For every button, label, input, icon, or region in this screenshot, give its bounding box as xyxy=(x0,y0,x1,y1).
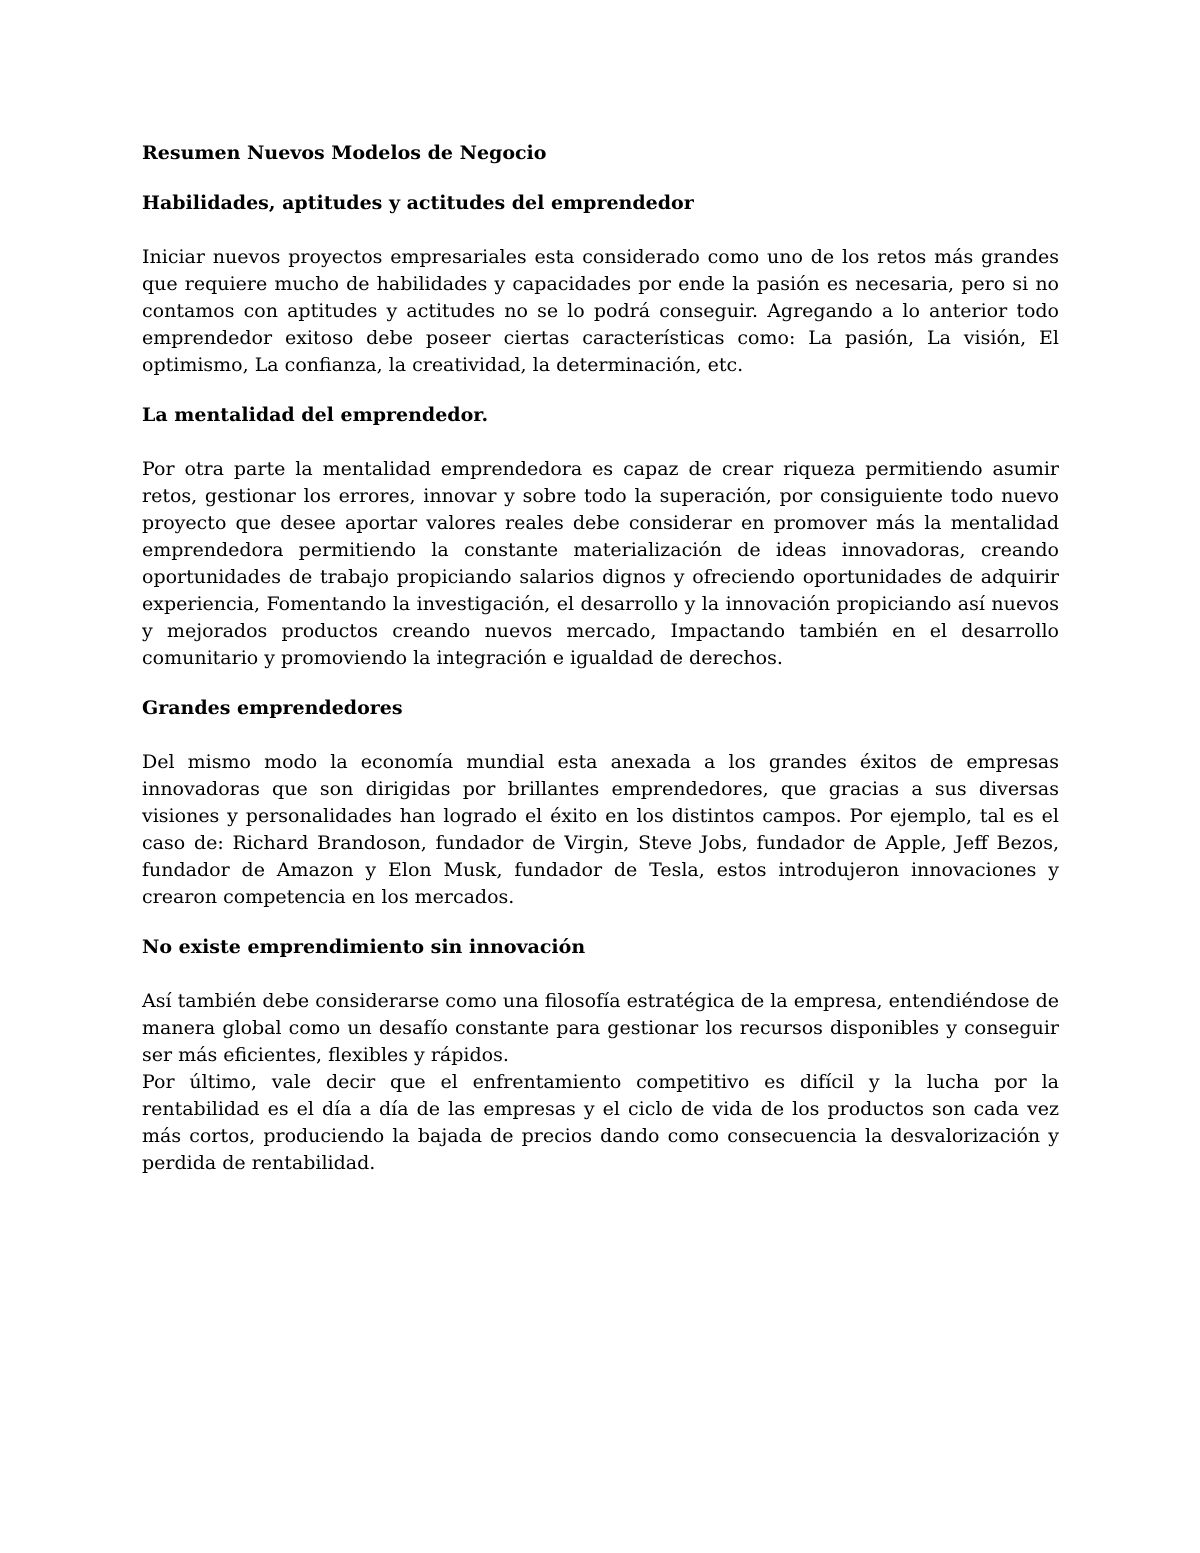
section-paragraph: Por otra parte la mentalidad emprendedora es capaz de crear riqueza permitiendo asumir retos, gestionar los errores, innovar y sobre todo la superación, por consiguiente todo nuevo proyecto que desee aportar valores reales debe considerar en promover más la mentalidad emprendedora permitiendo la constante materialización de ideas innovadoras, creando oportunidades de trabajo propiciando salarios dignos y ofreciendo oportunidades de adquirir experiencia, Fomentando la investigación, el desarrollo y la innovación propiciando así nuevos y mejorados productos creando nuevos mercado, Impactando también en el desarrollo comunitario y promoviendo la integración e igualdad de derechos. xyxy=(142,458,1059,669)
section-heading-innovacion: No existe emprendimiento sin innovación xyxy=(142,936,586,958)
section-paragraph: Iniciar nuevos proyectos empresariales esta considerado como uno de los retos más grandes que requiere mucho de habilidades y capacidades por ende la pasión es necesaria, pero si no contamos con aptitudes y actitudes no se lo podrá conseguir. Agregando a lo anterior todo emprendedor exitoso debe poseer ciertas características como: La pasión, La visión, El optimismo, La confianza, la creatividad, la determinación, etc. xyxy=(142,246,1059,376)
section-heading-mentalidad: La mentalidad del emprendedor. xyxy=(142,404,489,426)
section-heading-habilidades: Habilidades, aptitudes y actitudes del emprendedor xyxy=(142,192,694,214)
section-paragraph: Por último, vale decir que el enfrentamiento competitivo es difícil y la lucha por la rentabilidad es el día a día de las empresas y el ciclo de vida de los productos son cada vez más cortos, produciendo la bajada de precios dando como consecuencia la desvalorización y perdida de rentabilidad. xyxy=(142,1071,1059,1174)
section-paragraph: Del mismo modo la economía mundial esta anexada a los grandes éxitos de empresas innovadoras que son dirigidas por brillantes emprendedores, que gracias a sus diversas visiones y personalidades han logrado el éxito en los distintos campos. Por ejemplo, tal es el caso de: Richard Brandoson, fundador de Virgin, Steve Jobs, fundador de Apple, Jeff Bezos, fundador de Amazon y Elon Musk, fundador de Tesla, estos introdujeron innovaciones y crearon competencia en los mercados. xyxy=(142,751,1059,908)
document-page xyxy=(142,140,1059,1177)
section-paragraph: Así también debe considerarse como una filosofía estratégica de la empresa, entendiéndose de manera global como un desafío constante para gestionar los recursos disponibles y conseguir ser más eficientes, flexibles y rápidos. xyxy=(142,990,1059,1066)
section-heading-grandes-emprendedores: Grandes emprendedores xyxy=(142,697,403,719)
document-title: Resumen Nuevos Modelos de Negocio xyxy=(142,142,547,164)
